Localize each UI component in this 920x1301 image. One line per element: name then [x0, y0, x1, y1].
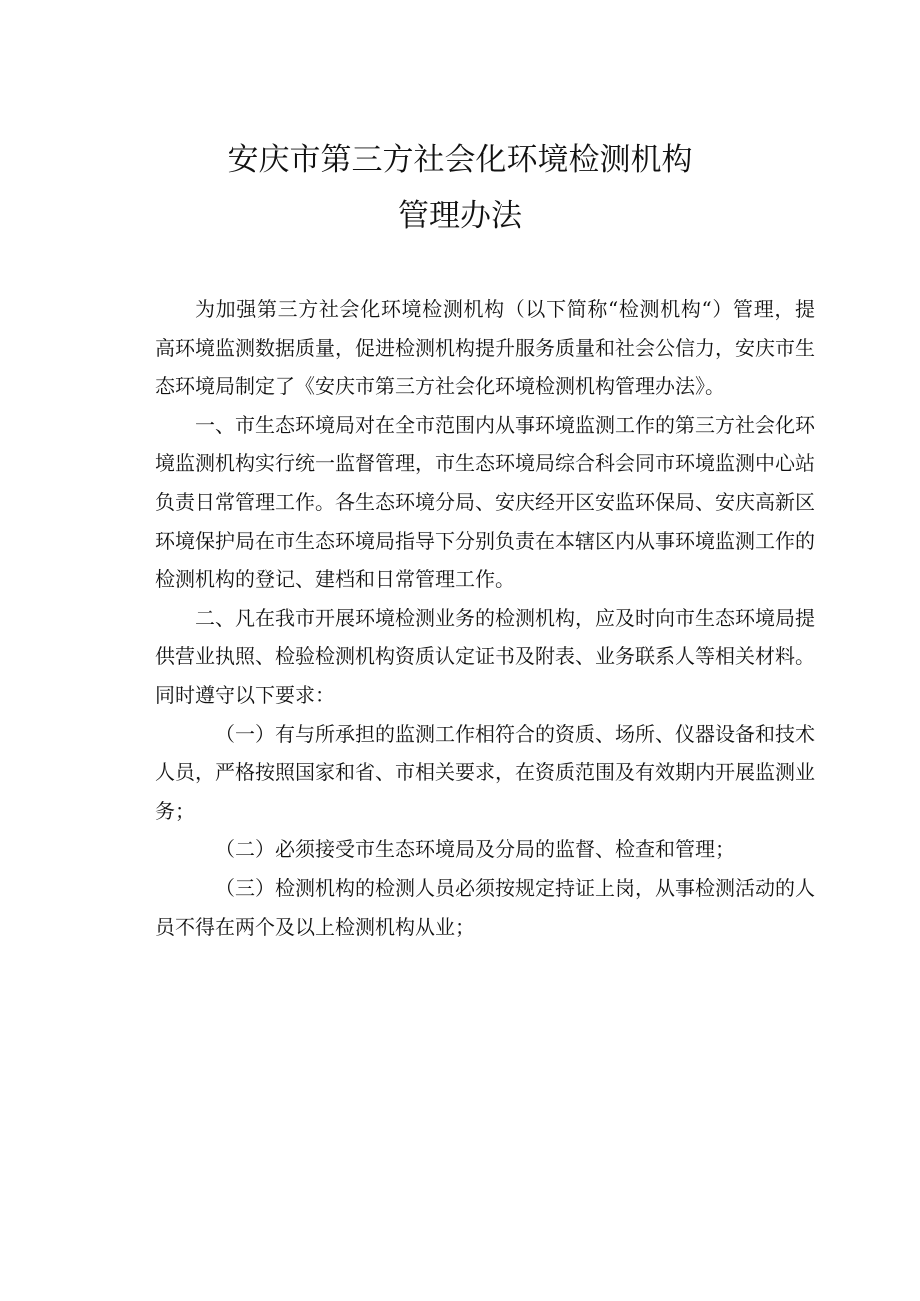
- paragraph-item-1: （一）有与所承担的监测工作相符合的资质、场所、仪器设备和技术人员，严格按照国家和省、市相关要求，在资质范围及有效期内开展监测业务；: [155, 721, 815, 823]
- paragraph-item-3: （三）检测机构的检测人员必须按规定持证上岗，从事检测活动的人员不得在两个及以上检测机构从业；: [155, 875, 815, 939]
- paragraph-item-2: （二）必须接受市生态环境局及分局的监督、检查和管理；: [215, 837, 735, 862]
- paragraph-article-2: 二、凡在我市开展环境检测业务的检测机构，应及时向市生态环境局提供营业执照、检验检测机构资质认定证书及附表、业务联系人等相关材料。同时遵守以下要求：: [155, 605, 815, 707]
- document-title-line-1: 安庆市第三方社会化环境检测机构: [227, 142, 693, 178]
- paragraph-intro: 为加强第三方社会化环境检测机构（以下简称“检测机构“）管理，提高环境监测数据质量，促进检测机构提升服务质量和社会公信力，安庆市生态环境局制定了《安庆市第三方社会化环境检测机构管理办法》。: [155, 297, 815, 399]
- document-title-line-2: 管理办法: [398, 198, 522, 234]
- document-body: [155, 290, 815, 946]
- paragraph-article-1: 一、市生态环境局对在全市范围内从事环境监测工作的第三方社会化环境监测机构实行统一监督管理，市生态环境局综合科会同市环境监测中心站负责日常管理工作。各生态环境分局、安庆经开区安监环保局、安庆高新区环境保护局在市生态环境局指导下分别负责在本辖区内从事环境监测工作的检测机构的登记、建档和日常管理工作。: [155, 412, 815, 592]
